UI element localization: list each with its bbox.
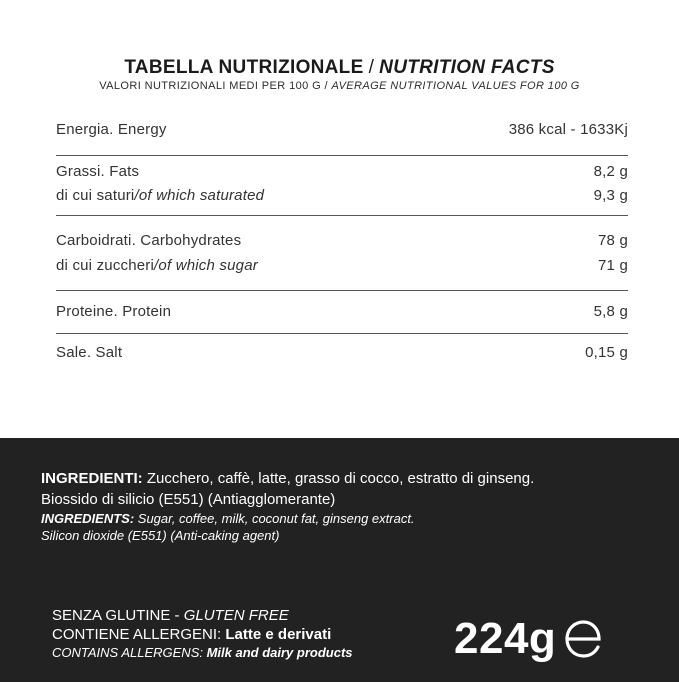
allergens-english-value: Milk and dairy products [206,645,353,660]
subtitle-english: AVERAGE NUTRITIONAL VALUES FOR 100 G [331,80,580,92]
salt-label: Sale. Salt [56,344,123,361]
gluten-free-line [52,607,289,624]
protein-value: 5,8 g [593,303,628,320]
title-italian: TABELLA NUTRIZIONALE [124,57,364,78]
page-subtitle [0,80,679,92]
sugar-label [56,257,258,274]
sugar-label-english: /of which sugar [154,257,258,274]
title-separator: / [368,57,375,78]
divider [56,215,628,216]
ingredients-italian-line1 [41,470,534,487]
divider [56,290,628,291]
title-english: NUTRITION FACTS [379,57,555,78]
sugar-label-italian: di cui zuccheri [56,257,155,274]
subtitle-italian: VALORI NUTRIZIONALI MEDI PER 100 G / [99,80,328,92]
gluten-italian: SENZA GLUTINE - [52,607,184,624]
ingredients-english-line2: Silicon dioxide (E551) (Anti-caking agent) [41,528,280,543]
net-weight [454,614,606,664]
allergens-italian-line [52,626,331,643]
gluten-english: GLUTEN FREE [183,607,289,624]
saturated-label-italian: di cui saturi [56,187,135,204]
saturated-label-english: /of which saturated [134,187,265,204]
carbs-value: 78 g [598,232,628,249]
net-weight-value: 224g [454,614,557,663]
ingredients-english-line1 [41,511,415,526]
ingredients-italian-heading: INGREDIENTI: [41,470,143,487]
saturated-label [56,187,264,204]
salt-value: 0,15 g [585,344,628,361]
ingredients-english-heading: INGREDIENTS: [41,511,135,526]
ingredients-panel [0,438,679,682]
allergens-italian-label: CONTIENE ALLERGENI: [52,626,226,643]
saturated-value: 9,3 g [593,187,628,204]
allergens-english-label: CONTAINS ALLERGENS: [52,645,207,660]
divider [56,155,628,156]
carbs-label: Carboidrati. Carbohydrates [56,232,242,249]
ingredients-italian-text: Zucchero, caffè, latte, grasso di cocco, estratto di ginseng. [142,470,535,487]
allergens-italian-value: Latte e derivati [225,626,332,643]
ingredients-italian-line2: Biossido di silicio (E551) (Antiagglomerante) [41,491,336,508]
allergens-english-line [52,645,353,660]
sugar-value: 71 g [598,257,628,274]
energy-label: Energia. Energy [56,121,167,138]
protein-label: Proteine. Protein [56,303,172,320]
ingredients-english-text: Sugar, coffee, milk, coconut fat, ginseng extract. [134,511,415,526]
fats-value: 8,2 g [593,163,628,180]
energy-value: 386 kcal - 1633Kj [508,121,628,138]
divider [56,333,628,334]
estimated-e-mark-icon [562,617,606,661]
page-title [0,57,679,79]
fats-label: Grassi. Fats [56,163,140,180]
